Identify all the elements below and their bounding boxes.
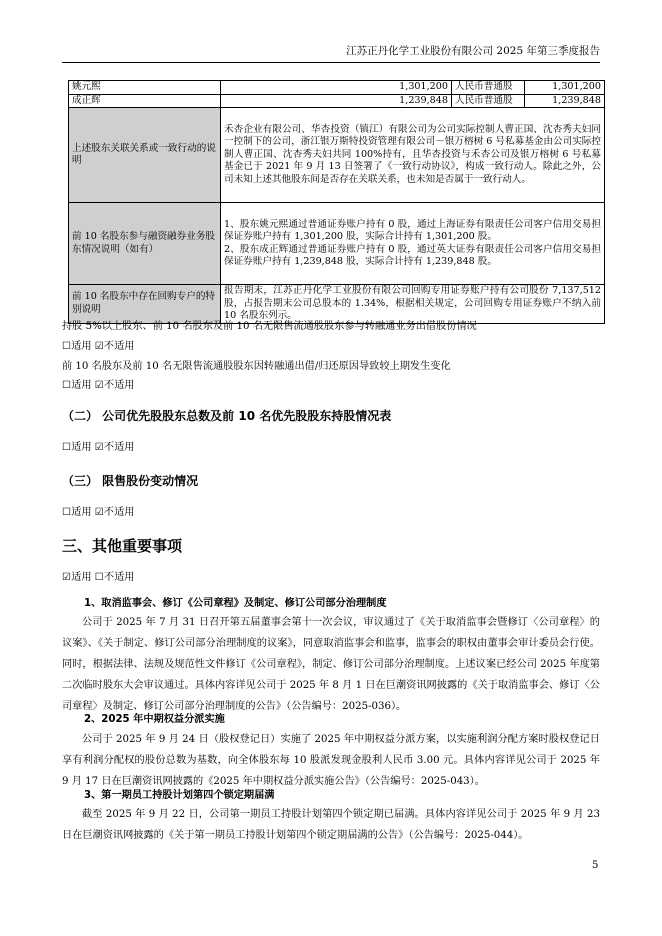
change-option: ☐适用 ☑不适用 xyxy=(62,380,135,391)
table-row xyxy=(69,203,605,285)
note-text: 禾杏企业有限公司、华杏投资（镇江）有限公司为公司实际控制人曹正国、沈杏秀夫妇同一控制下的公司，浙江银万斯特投资管理有限公司－银万榕树 6 号私募基金由公司实际控制人曹正国、沈杏秀夫妇共同 100%持有，且华杏投资与禾杏公司及银万榕树 6 号私募基金已于 2021 年 9 月 13 日签署了《一致行动协议》，构成一致行动人。除此之外，公司未知上述其他股东间是否存在关联关系，也未知是否属于一致行动人。 xyxy=(221,108,605,203)
share-amount: 1,301,200 xyxy=(525,81,605,95)
page-number: 5 xyxy=(592,860,599,871)
page-header: 江苏正丹化学工业股份有限公司 2025 年第三季度报告 xyxy=(62,44,600,63)
item-body: 公司于 2025 年 9 月 24 日（股权登记日）实施了 2025 年中期权益分派方案，以实施利润分配方案时股权登记日享有利润分配权的股份总数为基数，向全体股东每 10 股派发现金股利人民币 3.00 元。具体内容详见公司于 2025 年 9 月 17 日在巨潮资讯网披露的《2025 年中期权益分派实施公告》（公告编号：2025-043）。 xyxy=(62,734,600,787)
note-label: 前 10 名股东中存在回购专户的特别说明 xyxy=(69,285,221,324)
section-restricted-title: （三） 限售股份变动情况 xyxy=(62,474,199,488)
lending-title: 持股 5%以上股东、前 10 名股东及前 10 名无限售流通股股东参与转融通业务出借股份情况 xyxy=(62,321,477,332)
item-heading: 1、取消监事会、修订《公司章程》及制定、修订公司部分治理制度 xyxy=(84,598,387,609)
note-text: 1、股东姚元熙通过普通证券账户持有 0 股，通过上海证券有限责任公司客户信用交易担保证券账户持有 1,301,200 股，实际合计持有 1,301,200 股。 2、股东成正辉通过普通证券账户持有 0 股，通过英大证券有限责任公司客户信用交易担保证券账户持有 1,239,848 股，实际合计持有 1,239,848 股。 xyxy=(221,203,605,285)
item-heading: 3、第一期员工持股计划第四个锁定期届满 xyxy=(84,790,275,801)
shareholder-name: 姚元熙 xyxy=(69,81,221,95)
note-label: 前 10 名股东参与融资融券业务股东情况说明（如有） xyxy=(69,203,221,285)
share-type: 人民币普通股 xyxy=(452,81,525,95)
table-row xyxy=(69,285,605,324)
section-restricted-option: ☐适用 ☑不适用 xyxy=(62,507,135,518)
change-title: 前 10 名股东及前 10 名无限售流通股股东因转融通出借/归还原因导致较上期发生变化 xyxy=(62,361,451,372)
table-row xyxy=(69,94,605,108)
section-preferred-option: ☐适用 ☑不适用 xyxy=(62,442,135,453)
shareholder-shares: 1,301,200 xyxy=(221,81,452,95)
section-preferred-title: （二） 公司优先股股东总数及前 10 名优先股股东持股情况表 xyxy=(62,409,392,423)
table-row xyxy=(69,108,605,203)
shareholder-name: 成正辉 xyxy=(69,94,221,108)
share-type: 人民币普通股 xyxy=(452,94,525,108)
item-heading: 2、2025 年中期权益分派实施 xyxy=(84,714,225,725)
shareholders-table xyxy=(68,80,605,324)
item-body: 截至 2025 年 9 月 22 日，公司第一期员工持股计划第四个锁定期已届满。具体内容详见公司于 2025 年 9 月 23 日在巨潮资讯网披露的《关于第一期员工持股计划第四个锁定期届满的公告》（公告编号：2025-044）。 xyxy=(62,809,600,841)
shareholder-shares: 1,239,848 xyxy=(221,94,452,108)
section-other-title: 三、其他重要事项 xyxy=(62,537,183,555)
item-body: 公司于 2025 年 7 月 31 日召开第五届董事会第十一次会议，审议通过了《关于取消监事会暨修订〈公司章程〉的议案》、《关于制定、修订公司部分治理制度的议案》，同意取消监事会和监事，监事会的职权由董事会审计委员会行使。同时，根据法律、法规及规范性文件修订《公司章程》，制定、修订公司部分治理制度。上述议案已经公司 2025 年度第二次临时股东大会审议通过。具体内容详见公司于 2025 年 8 月 1 日在巨潮资讯网披露的《关于取消监事会、修订〈公司章程〉及制定、修订公司部分治理制度的公告》（公告编号：2025-036）。 xyxy=(62,617,600,712)
share-amount: 1,239,848 xyxy=(525,94,605,108)
section-other-option: ☑适用 ☐不适用 xyxy=(62,572,135,583)
note-text: 报告期末，江苏正丹化学工业股份有限公司回购专用证券账户持有公司股份 7,137,512 股，占报告期末公司总股本的 1.34%，根据相关规定，公司回购专用证券账户不纳入前 10 名股东列示。 xyxy=(221,285,605,324)
note-label: 上述股东关联关系或一致行动的说明 xyxy=(69,108,221,203)
table-row xyxy=(69,81,605,95)
lending-option: ☐适用 ☑不适用 xyxy=(62,341,135,352)
